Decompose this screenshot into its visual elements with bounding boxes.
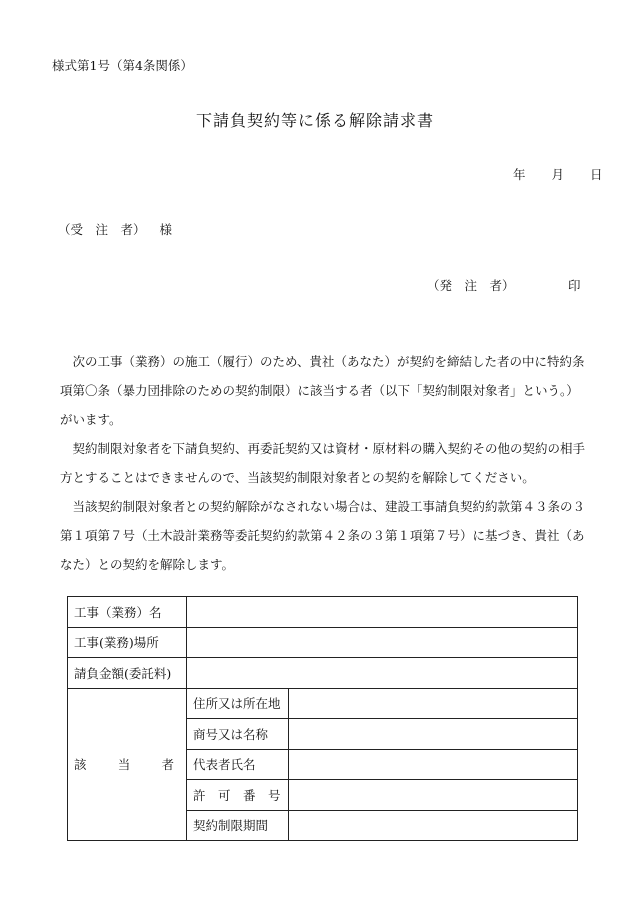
company-name-value[interactable] xyxy=(289,719,578,750)
address-label: 住所又は所在地 xyxy=(187,688,289,719)
date-day: 日 xyxy=(590,167,603,182)
paragraph-1: 次の工事（業務）の施工（履行）のため、貴社（あなた）が契約を締結した者の中に特約条項第〇条（暴力団排除のための契約制限）に該当する者（以下「契約制限対象者」という。）がいます。 xyxy=(60,354,585,427)
amount-label: 請負金額(委託料) xyxy=(68,658,187,689)
restriction-period-label: 契約制限期間 xyxy=(187,810,289,841)
recipient-honorific: 様 xyxy=(159,222,173,237)
permit-number-value[interactable] xyxy=(289,780,578,811)
representative-label: 代表者氏名 xyxy=(187,749,289,780)
recipient-label: （受 注 者） xyxy=(58,222,146,237)
work-name-value[interactable] xyxy=(187,597,578,628)
work-place-label: 工事(業務)場所 xyxy=(68,627,187,658)
paragraph-2: 契約制限対象者を下請負契約、再委託契約又は資材・原材料の購入契約その他の契約の相手方とすることはできませんので、当該契約制限対象者との契約を解除してください。 xyxy=(60,441,586,485)
permit-number-label: 許 可 番 号 xyxy=(187,780,289,811)
date-month: 月 xyxy=(551,167,565,182)
table-row xyxy=(68,658,578,689)
seal-mark: 印 xyxy=(568,278,581,293)
paragraph-3: 当該契約制限対象者との契約解除がなされない場合は、建設工事請負契約約款第４３条の３第１項第７号（土木設計業務等委託契約約款第４２条の３第１項第７号）に基づき、貴社（あなた）との契約を解除します。 xyxy=(60,499,586,572)
party-label-char-2: 当 xyxy=(117,757,131,773)
party-label xyxy=(68,688,187,841)
amount-value[interactable] xyxy=(187,658,578,689)
party-label-char-1: 該 xyxy=(74,757,87,773)
party-label-char-3: 者 xyxy=(161,757,174,773)
request-body xyxy=(60,347,585,579)
table-row xyxy=(68,688,578,719)
representative-value[interactable] xyxy=(289,749,578,780)
date-year: 年 xyxy=(513,167,526,182)
table-row xyxy=(68,627,578,658)
table-row xyxy=(68,597,578,628)
restriction-period-value[interactable] xyxy=(289,810,578,841)
document-title: 下請負契約等に係る解除請求書 xyxy=(195,111,434,130)
company-name-label: 商号又は名称 xyxy=(187,719,289,750)
date-line xyxy=(513,165,603,183)
form-number: 様式第1号（第4条関係） xyxy=(52,58,193,73)
recipient-line xyxy=(58,220,172,238)
work-name-label: 工事（業務）名 xyxy=(68,597,187,628)
work-place-value[interactable] xyxy=(187,627,578,658)
details-table xyxy=(67,596,578,841)
issuer-label: （発 注 者） xyxy=(427,278,515,293)
address-value[interactable] xyxy=(289,688,578,719)
